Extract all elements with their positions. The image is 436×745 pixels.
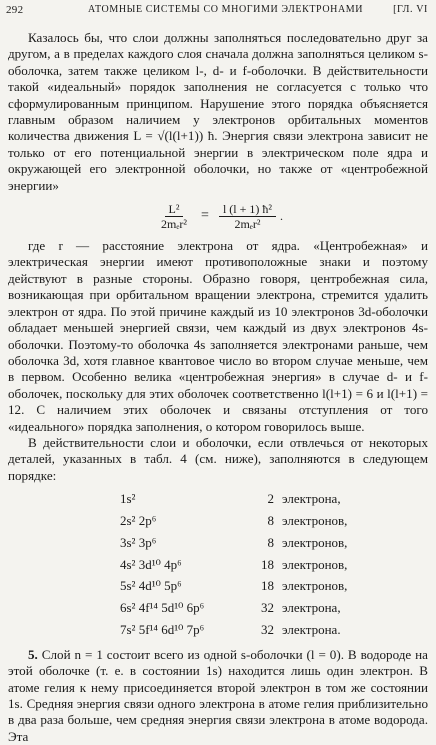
formula-left-fraction [157,202,191,231]
paragraph-5 [8,647,428,745]
formula-right-numerator: l (l + 1) ħ² [219,202,276,217]
config-word: электронов, [282,512,348,528]
config-word: электрона. [282,621,341,637]
config-row [8,575,428,597]
shell-filling-order [8,488,428,641]
config-row [8,554,428,576]
formula-left-numerator: L² [165,202,184,217]
formula-left-denominator: 2mₑr² [161,216,188,231]
page-header [6,4,428,22]
config-count: 32 [261,600,274,616]
config-row [8,488,428,510]
config-shells: 6s² 4f¹⁴ 5d¹⁰ 6p⁶ [120,600,205,616]
paragraph-3: В действительности слои и оболочки, если отвлечься от некоторых деталей, указанных в табл. 4 (см. ниже), заполняются в следующем порядке: [8,434,428,483]
config-word: электрона, [282,600,341,616]
formula-right-fraction [219,202,276,231]
config-word: электронов, [282,556,348,572]
config-count: 2 [267,491,274,507]
paragraph-2: где r — расстояние электрона от ядра. «Центробежная» и электрическая энергии имеют противоположные знаки и поэтому действуют в разные стороны. Образно говоря, центробежная сила, возникающая при орбитальном вращении электрона, стремится удалить электрон от ядра. По этой причине каждый из 10 электронов 3d-оболочки обладает меньшей энергией связи, чем каждый из двух электронов 4s-оболочки. Поэтому-то оболочка 4s заполняется электронами раньше, чем оболочка 3d, хотя главное квантовое число во втором случае меньше, чем в первом. Особенно велика «центробежная энергия» в случае d- и f-оболочек, поскольку для этих оболочек соответственно l(l+1) = 6 и l(l+1) = 12. С наличием этих оболочек и связаны отступления от того «идеального» порядка заполнения, о котором говорилось выше. [8,238,428,434]
config-count: 32 [261,621,274,637]
paragraph-1: Казалось бы, что слои должны заполняться последовательно друг за другом, а в пределах каждого слоя сначала должна заполняться целиком s-оболочка, затем также целиком l-, d- и f-оболочки. В действительности такой «идеальный» порядок заполнения не согласуется с только что сформулированным принципом. Нарушение этого порядка объясняется главным образом наличием у электронов орбитальных моментов количества движения L = √(l(l+1)) ħ. Энергия связи электрона зависит не только от его потенциальной энергии в электрическом поле ядра и окружающей его электронной оболочки, но также от «центробежной энергии» [8,30,428,193]
running-title: АТОМНЫЕ СИСТЕМЫ СО МНОГИМИ ЭЛЕКТРОНАМИ [88,4,364,15]
formula-right-denominator: 2mₑr² [234,216,261,231]
config-shells: 5s² 4d¹⁰ 5p⁶ [120,578,182,594]
config-word: электронов, [282,534,348,550]
config-row [8,510,428,532]
config-shells: 2s² 2p⁶ [120,512,157,528]
config-shells: 3s² 3p⁶ [120,534,157,550]
config-word: электрона, [282,491,341,507]
chapter-label: [ГЛ. VI [393,4,428,15]
paragraph-5-text: Слой n = 1 состоит всего из одной s-оболочки (l = 0). В водороде на этой оболочке (т. е. в состоянии 1s) находится лишь один электрон. В атоме гелия к нему присоединяется второй электрон в том же состоянии 1s. Средняя энергия связи одного электрона в атоме гелия приблизительно в два раза больше, чем средняя энергия связи электрона в атоме водорода. Эта [8,646,428,744]
formula-relation: = [201,207,209,223]
config-count: 8 [267,534,274,550]
config-row [8,597,428,619]
paragraph-number: 5. [28,646,38,662]
formula-end: . [279,208,283,223]
config-shells: 7s² 5f¹⁴ 6d¹⁰ 7p⁶ [120,621,205,637]
page-body [8,30,428,745]
config-count: 18 [261,578,274,594]
config-shells: 1s² [120,491,136,507]
centrifugal-energy-formula [8,196,428,236]
config-count: 18 [261,556,274,572]
config-row [8,532,428,554]
config-count: 8 [267,512,274,528]
config-row [8,619,428,641]
page-number: 292 [6,4,24,16]
config-word: электронов, [282,578,348,594]
config-shells: 4s² 3d¹⁰ 4p⁶ [120,556,182,572]
